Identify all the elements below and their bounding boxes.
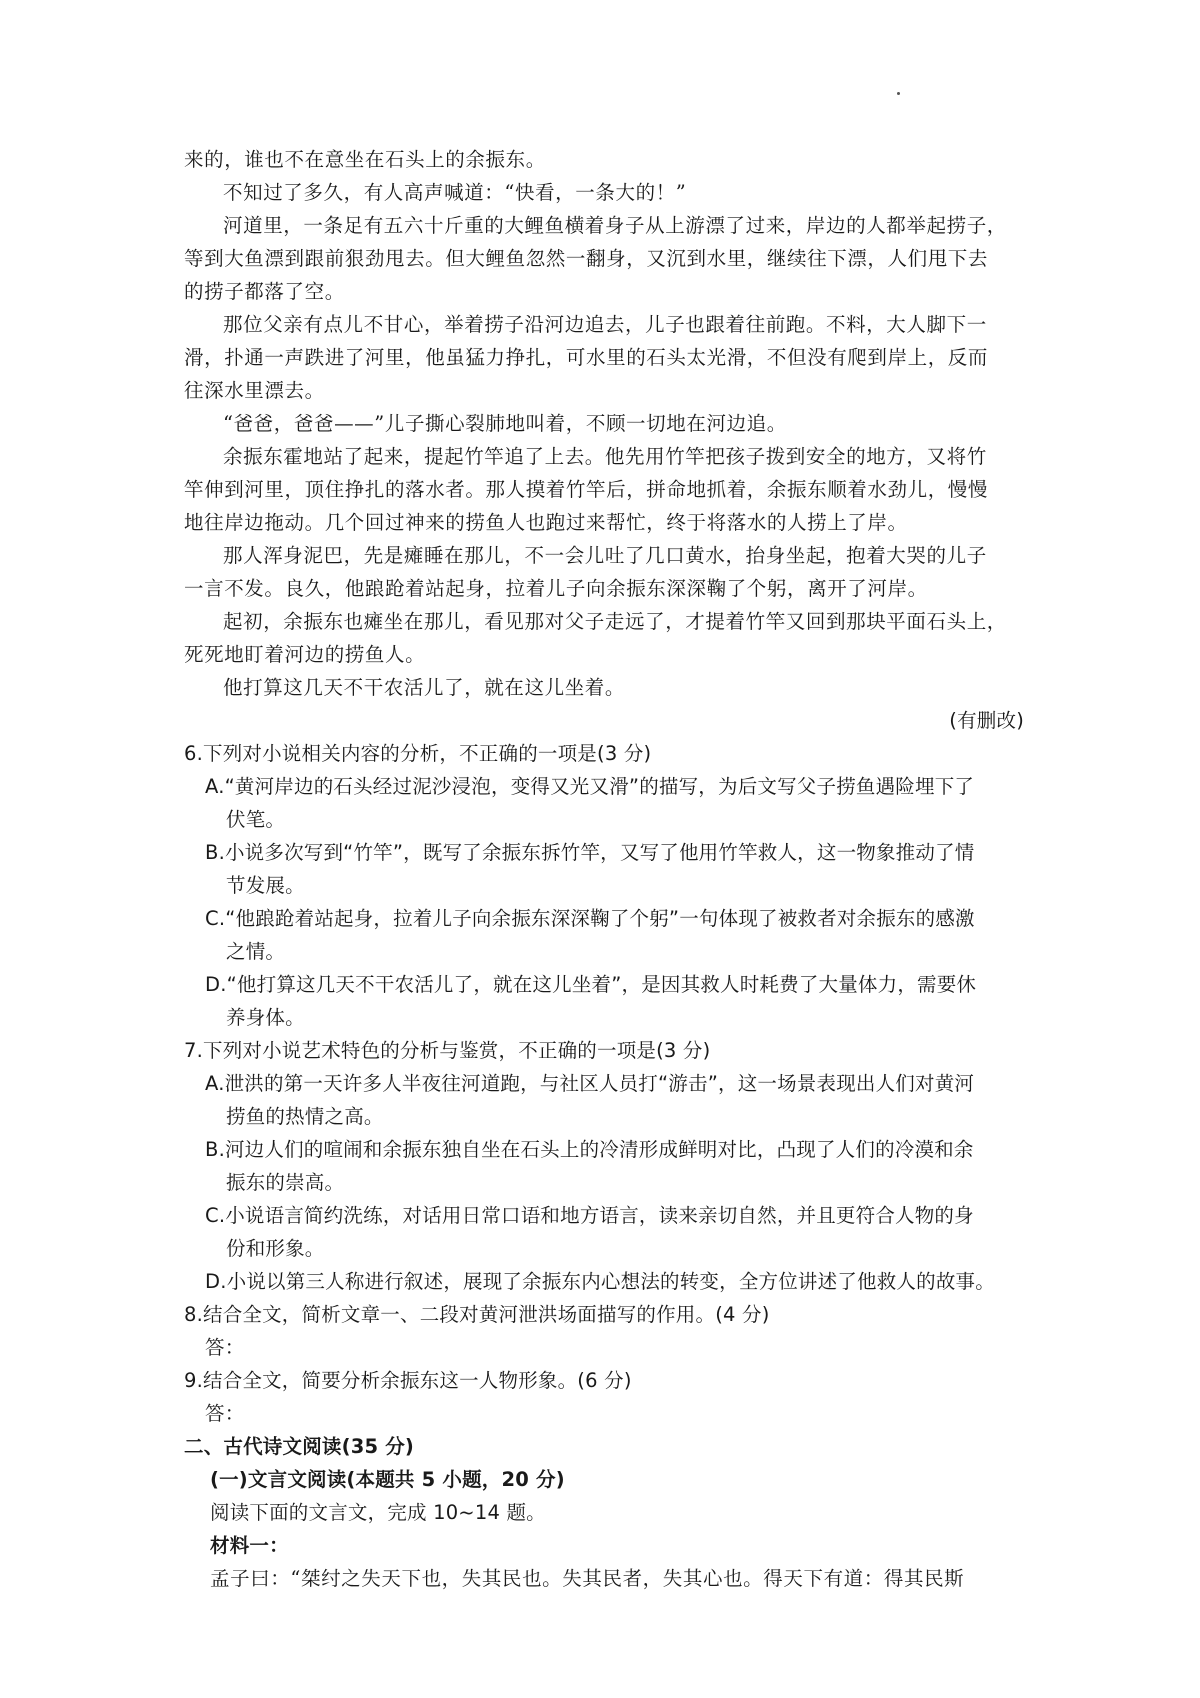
q6-option-a-cont: 伏笔。 bbox=[226, 808, 286, 831]
story-line: 河道里，一条足有五六十斤重的大鲤鱼横着身子从上游漂了过来，岸边的人都举起捞子， bbox=[223, 214, 1007, 237]
question-9-answer: 答： bbox=[205, 1402, 245, 1425]
source-note: (有删改) bbox=[949, 709, 1024, 732]
q7-option-b-cont: 振东的崇高。 bbox=[226, 1171, 345, 1194]
q6-option-d: D.“他打算这几天不干农活儿了，就在这儿坐着”，是因其救人时耗费了大量体力，需要休 bbox=[205, 973, 977, 996]
section-heading: 二、古代诗文阅读(35 分) bbox=[184, 1435, 415, 1458]
question-9-stem: 9.结合全文，简要分析余振东这一人物形象。(6 分) bbox=[184, 1369, 632, 1392]
story-line: 等到大鱼漂到跟前狠劲甩去。但大鲤鱼忽然一翻身，又沉到水里，继续往下漂，人们甩下去 bbox=[184, 247, 989, 270]
question-6-stem: 6.下列对小说相关内容的分析，不正确的一项是(3 分) bbox=[184, 742, 652, 765]
story-line: “爸爸，爸爸——”儿子撕心裂肺地叫着，不顾一切地在河边追。 bbox=[223, 412, 787, 435]
scan-dot bbox=[897, 92, 900, 95]
q6-option-c-cont: 之情。 bbox=[226, 940, 286, 963]
instruction-text: 阅读下面的文言文，完成 10~14 题。 bbox=[210, 1501, 546, 1524]
q7-option-b: B.河边人们的喧闹和余振东独自坐在石头上的冷清形成鲜明对比，凸现了人们的冷漠和余 bbox=[205, 1138, 974, 1161]
q7-option-a: A.泄洪的第一天许多人半夜往河道跑，与社区人员打“游击”，这一场景表现出人们对黄河 bbox=[205, 1072, 975, 1095]
q6-option-d-cont: 养身体。 bbox=[226, 1006, 305, 1029]
story-line: 滑，扑通一声跌进了河里，他虽猛力挣扎，可水里的石头太光滑，不但没有爬到岸上，反而 bbox=[184, 346, 989, 369]
question-8-answer: 答： bbox=[205, 1336, 245, 1359]
q7-option-a-cont: 捞鱼的热情之高。 bbox=[226, 1105, 384, 1128]
story-line: 不知过了多久，有人高声喊道：“快看，一条大的！” bbox=[223, 181, 687, 204]
story-line: 地往岸边拖动。几个回过神来的捞鱼人也跑过来帮忙，终于将落水的人捞上了岸。 bbox=[184, 511, 908, 534]
story-line: 余振东霍地站了起来，提起竹竿追了上去。他先用竹竿把孩子拨到安全的地方，又将竹 bbox=[223, 445, 987, 468]
story-line: 竿伸到河里，顶住挣扎的落水者。那人摸着竹竿后，拼命地抓着，余振东顺着水劲儿，慢慢 bbox=[184, 478, 989, 501]
q7-option-c: C.小说语言简约洗练，对话用日常口语和地方语言，读来亲切自然，并且更符合人物的身 bbox=[205, 1204, 974, 1227]
q6-option-b-cont: 节发展。 bbox=[226, 874, 305, 897]
q6-option-b: B.小说多次写到“竹竿”，既写了余振东拆竹竿，又写了他用竹竿救人，这一物象推动了情 bbox=[205, 841, 975, 864]
material-label: 材料一： bbox=[210, 1534, 289, 1557]
story-line: 那位父亲有点儿不甘心，举着捞子沿河边追去，儿子也跟着往前跑。不料，大人脚下一 bbox=[223, 313, 987, 336]
story-line: 的捞子都落了空。 bbox=[184, 280, 345, 303]
q7-option-d: D.小说以第三人称进行叙述，展现了余振东内心想法的转变，全方位讲述了他救人的故事。 bbox=[205, 1270, 995, 1293]
q7-option-c-cont: 份和形象。 bbox=[226, 1237, 325, 1260]
story-line: 起初，余振东也瘫坐在那儿，看见那对父子走远了，才提着竹竿又回到那块平面石头上， bbox=[223, 610, 1007, 633]
story-line: 他打算这几天不干农活儿了，就在这儿坐着。 bbox=[223, 676, 626, 699]
story-line: 一言不发。良久，他踉跄着站起身，拉着儿子向余振东深深鞠了个躬，离开了河岸。 bbox=[184, 577, 928, 600]
question-7-stem: 7.下列对小说艺术特色的分析与鉴赏，不正确的一项是(3 分) bbox=[184, 1039, 711, 1062]
question-8-stem: 8.结合全文，简析文章一、二段对黄河泄洪场面描写的作用。(4 分) bbox=[184, 1303, 770, 1326]
q6-option-a: A.“黄河岸边的石头经过泥沙浸泡，变得又光又滑”的描写，为后文写父子捞鱼遇险埋下了 bbox=[205, 775, 975, 798]
classical-text-line: 孟子曰：“桀纣之失天下也，失其民也。失其民者，失其心也。得天下有道：得其民斯 bbox=[210, 1567, 965, 1590]
story-line: 来的，谁也不在意坐在石头上的余振东。 bbox=[184, 148, 546, 171]
story-line: 死死地盯着河边的捞鱼人。 bbox=[184, 643, 426, 666]
sub-section-heading: (一)文言文阅读(本题共 5 小题，20 分) bbox=[210, 1468, 565, 1491]
story-line: 那人浑身泥巴，先是瘫睡在那儿，不一会儿吐了几口黄水，抬身坐起，抱着大哭的儿子 bbox=[223, 544, 987, 567]
q6-option-c: C.“他踉跄着站起身，拉着儿子向余振东深深鞠了个躬”一句体现了被救者对余振东的感激 bbox=[205, 907, 975, 930]
story-line: 往深水里漂去。 bbox=[184, 379, 325, 402]
